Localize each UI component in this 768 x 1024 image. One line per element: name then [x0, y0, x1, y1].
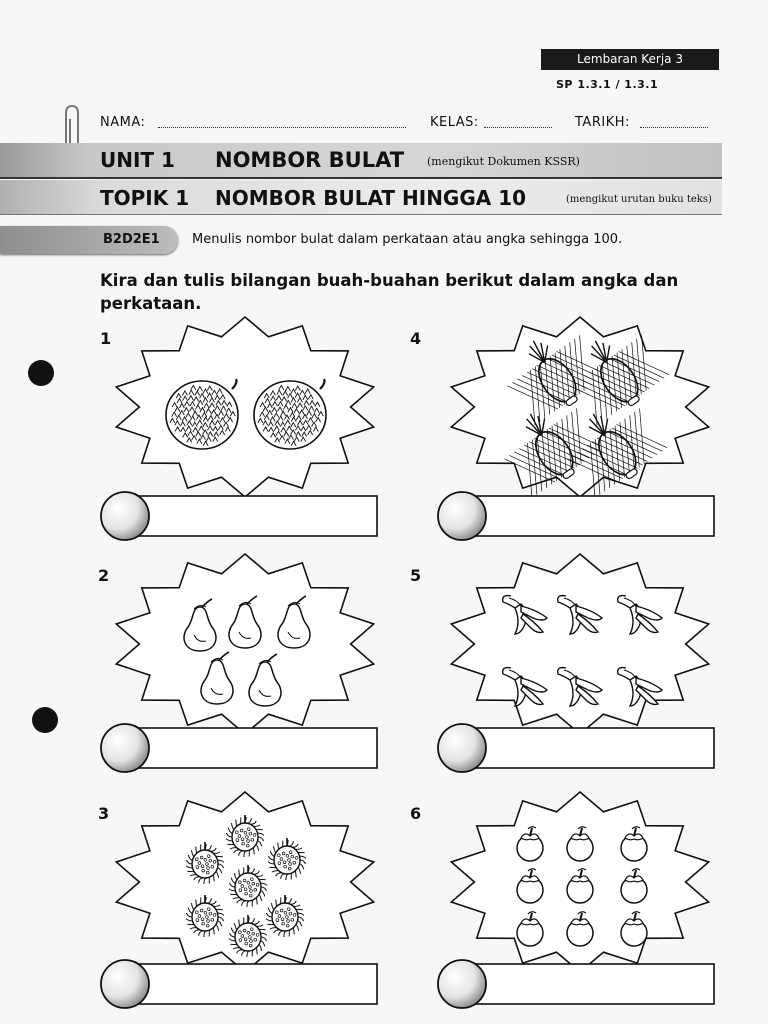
- nama-field[interactable]: [158, 127, 406, 128]
- question-number: 3: [98, 804, 110, 823]
- nama-label: NAMA:: [100, 115, 146, 130]
- tarikh-label: TARIKH:: [575, 115, 630, 130]
- answer-digit-circle[interactable]: [438, 724, 486, 772]
- topic-label: TOPIK 1: [100, 186, 190, 210]
- unit-title: NOMBOR BULAT: [215, 148, 405, 172]
- topic-note: (mengikut urutan buku teks): [566, 194, 712, 205]
- answer-words-field[interactable]: [460, 728, 714, 768]
- unit-label: UNIT 1: [100, 148, 175, 172]
- band-divider: [0, 177, 722, 179]
- kelas-field[interactable]: [484, 127, 552, 128]
- answer-box-5[interactable]: [432, 722, 720, 774]
- answer-digit-circle[interactable]: [438, 960, 486, 1008]
- answer-box-3[interactable]: [95, 958, 383, 1010]
- fruit-panel-6: [445, 790, 715, 975]
- answer-box-4[interactable]: [432, 490, 720, 542]
- answer-words-field[interactable]: [460, 964, 714, 1004]
- answer-words-field[interactable]: [123, 964, 377, 1004]
- fruit-panel-4: [445, 315, 715, 500]
- standard-code: SP 1.3.1 / 1.3.1: [556, 78, 659, 91]
- kelas-label: KELAS:: [430, 115, 479, 130]
- binder-hole: [28, 360, 54, 386]
- answer-box-6[interactable]: [432, 958, 720, 1010]
- instruction-text: Kira dan tulis bilangan buah-buahan berikut dalam angka dan perkataan.: [100, 271, 679, 313]
- tarikh-field[interactable]: [640, 127, 708, 128]
- answer-words-field[interactable]: [123, 496, 377, 536]
- answer-digit-circle[interactable]: [101, 492, 149, 540]
- unit-note: (mengikut Dokumen KSSR): [427, 155, 580, 168]
- answer-words-field[interactable]: [460, 496, 714, 536]
- question-number: 4: [410, 329, 422, 348]
- answer-digit-circle[interactable]: [101, 724, 149, 772]
- answer-box-2[interactable]: [95, 722, 383, 774]
- question-number: 5: [410, 566, 422, 585]
- objective-code: B2D2E1: [103, 232, 160, 247]
- objective-text: Menulis nombor bulat dalam perkataan atau angka sehingga 100.: [192, 232, 623, 247]
- question-number: 2: [98, 566, 110, 585]
- answer-words-field[interactable]: [123, 728, 377, 768]
- topic-title: NOMBOR BULAT HINGGA 10: [215, 186, 527, 210]
- answer-box-1[interactable]: [95, 490, 383, 542]
- answer-digit-circle[interactable]: [101, 960, 149, 1008]
- fruit-panel-1: [110, 315, 380, 500]
- question-number: 6: [410, 804, 422, 823]
- worksheet-label: Lembaran Kerja 3: [541, 49, 719, 70]
- binder-hole: [32, 707, 58, 733]
- answer-digit-circle[interactable]: [438, 492, 486, 540]
- question-number: 1: [100, 329, 112, 348]
- fruit-panel-2: [110, 552, 380, 737]
- fruit-panel-5: [445, 552, 715, 737]
- fruit-panel-3: [110, 790, 380, 975]
